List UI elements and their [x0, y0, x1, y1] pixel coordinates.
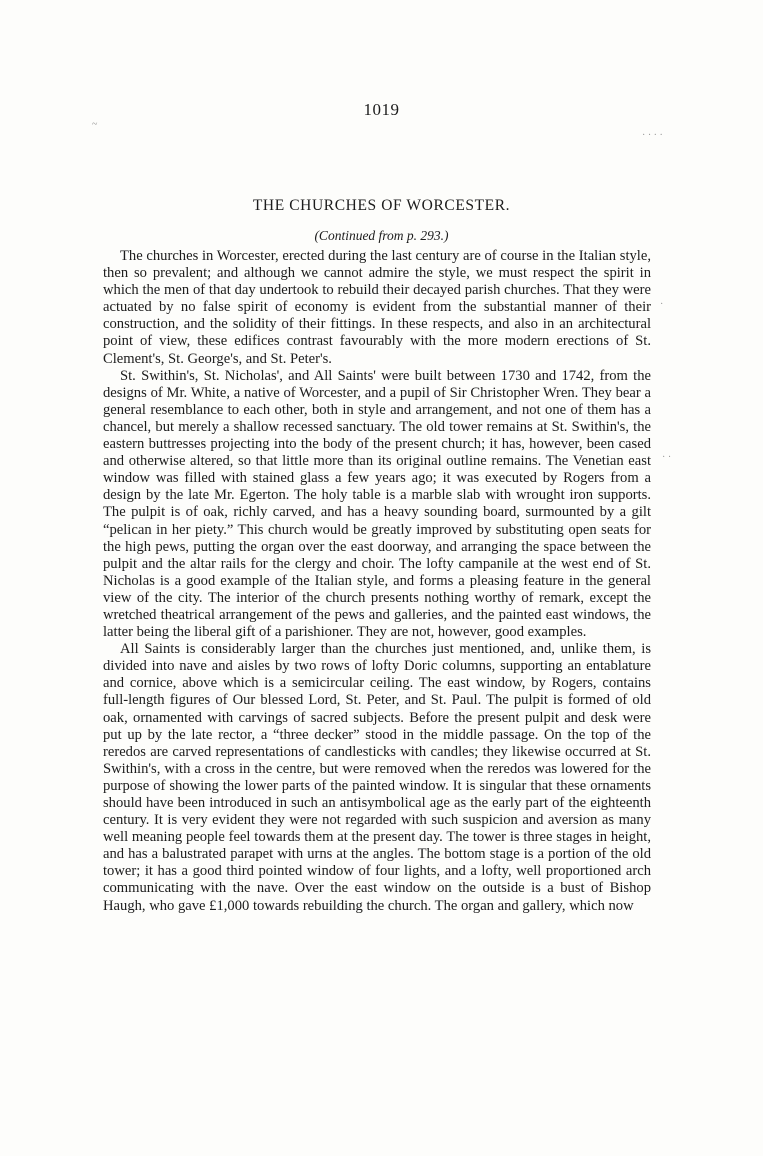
margin-mark: · · · ·	[642, 130, 663, 141]
paragraph: All Saints is considerably larger than the churches just mentioned, and, unlike them, is divided into nave and aisles by two rows of lofty Doric columns, supporting an entablature and cornice, above which is a semicircular ceiling. The east window, by Rogers, contains full-length figures of Our blessed Lord, St. Peter, and St. Paul. The pulpit is formed of old oak, ornamented with carvings of sacred subjects. Before the present pulpit and desk were put up by the late rector, a “three decker” stood in the middle passage. On the top of the reredos are carved representations of candlesticks with candles; they likewise occurred at St. Swithin's, with a cross in the centre, but were removed when the reredos was lowered for the purpose of showing the lower parts of the painted window. It is singular that these ornaments should have been introduced in such an antisymbolical age as the early part of the eighteenth century. It is very evident they were not regarded with such suspicion and aversion as many well meaning people feel towards them at the present day. The tower is three stages in height, and has a balustrated parapet with urns at the angles. The bottom stage is a portion of the old tower; it has a good third pointed window of four lights, and a lofty, well proportioned arch communicating with the nave. Over the east window on the outside is a bust of Bishop Haugh, who gave £1,000 towards rebuilding the church. The organ and gallery, which now	[103, 641, 651, 914]
paragraph: St. Swithin's, St. Nicholas', and All Saints' were built between 1730 and 1742, from the designs of Mr. White, a native of Worcester, and a pupil of Sir Christopher Wren. They bear a general resemblance to each other, both in style and arrangement, and not one of them has a chancel, but merely a shallow recessed sanctuary. The old tower remains at St. Swithin's, the eastern buttresses projecting into the body of the present church; it has, however, been cased and otherwise altered, so that little more than its original outline remains. The Venetian east window was filled with stained glass a few years ago; it was executed by Rogers from a design by the late Mr. Egerton. The holy table is a marble slab with wrought iron supports. The pulpit is of oak, richly carved, and has a heavy sounding board, surmounted by a gilt “pelican in her piety.” This church would be greatly improved by substituting open seats for the high pews, putting the organ over the east doorway, and arranging the space between the pulpit and the altar rails for the clergy and choir. The lofty campanile at the west end of St. Nicholas is a good example of the Italian style, and forms a pleasing feature in the general view of the city. The interior of the church presents nothing worthy of remark, except the wretched theatrical arrangement of the pews and galleries, and the painted east windows, the latter being the liberal gift of a parishioner. They are not, however, good examples.	[103, 367, 651, 641]
margin-mark: · ·	[662, 452, 672, 463]
margin-mark: ~	[92, 119, 98, 130]
paragraph: The churches in Worcester, erected during the last century are of course in the Italian style, then so prevalent; and although we cannot admire the style, we must respect the spirit in which the men of that day undertook to rebuild their decayed parish churches. That they were actuated by no false spirit of economy is evident from the substantial manner of their construction, and the solidity of their fittings. In these respects, and also in an architectural point of view, these edifices contrast favourably with the more modern erections of St. Clement's, St. George's, and St. Peter's.	[103, 248, 651, 367]
margin-mark: ·	[660, 299, 664, 310]
article-title: THE CHURCHES OF WORCESTER.	[252, 197, 511, 214]
article-body	[103, 248, 651, 915]
article-subtitle: (Continued from p. 293.)	[314, 228, 449, 243]
page-number: 1019	[363, 100, 400, 119]
